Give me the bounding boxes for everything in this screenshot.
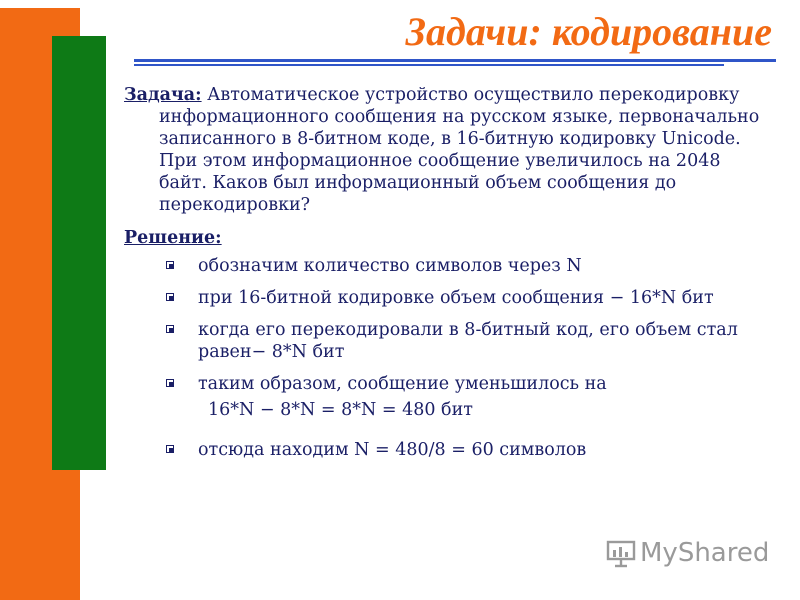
square-bullet-icon xyxy=(166,261,174,269)
slide-content xyxy=(124,84,764,471)
presentation-board-icon xyxy=(606,538,636,568)
list-item xyxy=(124,439,764,461)
solution-label: Решение: xyxy=(124,228,222,248)
step-text: обозначим количество символов через N xyxy=(198,256,582,276)
square-bullet-icon xyxy=(166,445,174,453)
green-decor-bar xyxy=(52,36,106,470)
task-text: Автоматическое устройство осуществило перекодировку информационного сообщения на русском языке, первоначально записанного в 8-битном коде, в 16-битную кодировку Unicode. При этом информационное сообщение увеличилось на 2048 байт. Каков был информационный объем сообщения до перекодировки? xyxy=(159,85,760,215)
watermark-logo xyxy=(606,538,769,568)
step-text: при 16-битной кодировке объем сообщения − 16*N бит xyxy=(198,288,714,308)
formula-line: 16*N − 8*N = 8*N = 480 бит xyxy=(208,400,473,420)
slide-title: Задачи: кодирование xyxy=(405,9,772,54)
title-underline-secondary xyxy=(134,64,724,66)
step-text: отсюда находим N = 480/8 = 60 символов xyxy=(198,440,587,460)
list-item xyxy=(124,373,764,395)
step-text: когда его перекодировали в 8-битный код, его объем стал равен− 8*N бит xyxy=(198,320,738,362)
square-bullet-icon xyxy=(166,379,174,387)
watermark-text: MyShared xyxy=(640,538,770,568)
task-paragraph xyxy=(124,84,764,216)
list-item xyxy=(124,255,764,277)
task-label: Задача: xyxy=(124,85,202,105)
solution-steps xyxy=(124,255,764,395)
list-item xyxy=(124,319,764,363)
solution-conclusion xyxy=(124,439,764,461)
square-bullet-icon xyxy=(166,293,174,301)
list-item xyxy=(124,287,764,309)
step-text: таким образом, сообщение уменьшилось на xyxy=(198,374,607,394)
square-bullet-icon xyxy=(166,325,174,333)
title-underline xyxy=(134,59,776,62)
